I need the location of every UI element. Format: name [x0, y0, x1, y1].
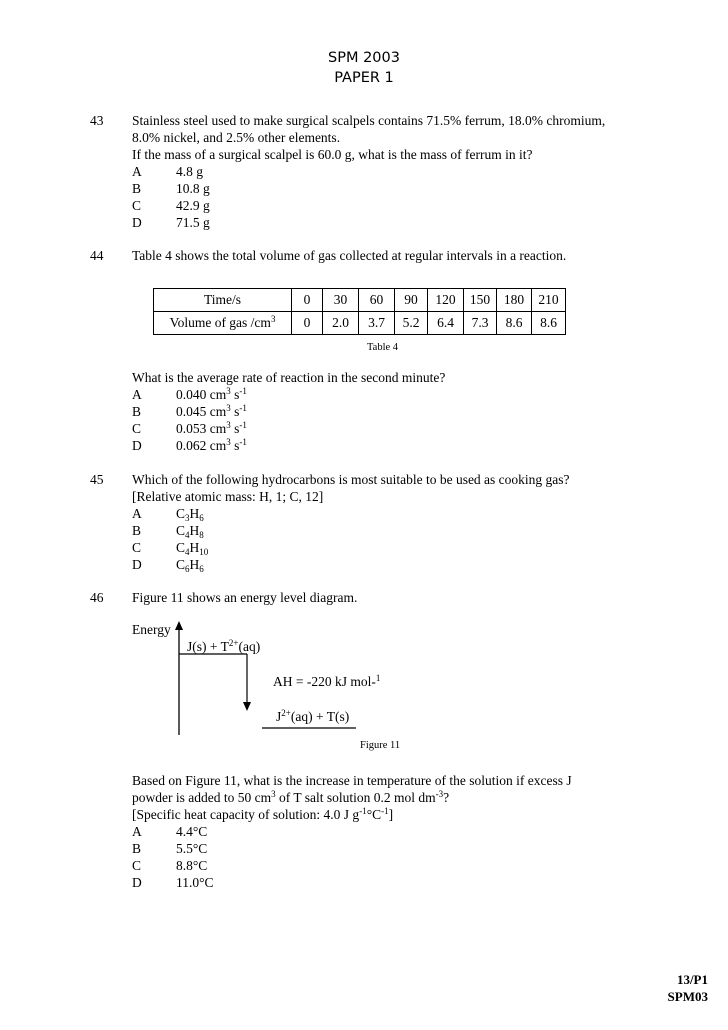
- q46-option-value: 8.8°C: [176, 858, 208, 873]
- table-cell: 8.6: [532, 312, 566, 335]
- question-number-44: 44: [90, 248, 104, 263]
- q44-option-value: 0.045 $cm^3$ $s^{-1}$: [176, 403, 247, 419]
- table-cell: 120: [428, 289, 464, 312]
- q43-option-value: 42.9 g: [176, 198, 210, 213]
- table-cell: 0: [292, 289, 323, 312]
- q45-option-letter: C: [132, 540, 142, 555]
- q45-option-formula: $C_4H_{10}$: [176, 540, 209, 557]
- table-cell: 60: [359, 289, 395, 312]
- table-cell: 210: [532, 289, 566, 312]
- table-cell: 5.2: [395, 312, 428, 335]
- q46-text-3: [Specific heat capacity of solution: 4.0 J $g^{-1}^\circ C^{-1}$]: [132, 806, 394, 822]
- q46-text-2: powder is added to 50 $cm^3$ of T salt solution 0.2 mol $dm^{-3}$?: [132, 789, 450, 805]
- q46-intro: Figure 11 shows an energy level diagram.: [132, 590, 358, 605]
- q43-line-3: If the mass of a surgical scalpel is 60.0 g, what is the mass of ferrum in it?: [132, 147, 533, 162]
- paper-code: SPM03: [667, 989, 708, 1004]
- table-cell: 7.3: [464, 312, 497, 335]
- q46-option-value: 5.5°C: [176, 841, 208, 856]
- q44-option-value: 0.040 $cm^3$ $s^{-1}$: [176, 386, 247, 402]
- data-table-4: [153, 288, 566, 335]
- reactants-label: $J(s) + T^{2+}(aq)$: [187, 638, 261, 654]
- products-label: $J^{2+}(aq) + T(s)$: [276, 708, 350, 724]
- table-cell: 150: [464, 289, 497, 312]
- q45-option-formula: $C_6H_6$: [176, 557, 204, 574]
- q43-line-2: 8.0% nickel, and 2.5% other elements.: [132, 130, 341, 145]
- q46-text-1: Based on Figure 11, what is the increase in temperature of the solution if excess J: [132, 773, 572, 788]
- q43-line-1: Stainless steel used to make surgical scalpels contains 71.5% ferrum, 18.0% chromium,: [132, 113, 606, 128]
- table-cell: 6.4: [428, 312, 464, 335]
- q46-option-letter: B: [132, 841, 142, 856]
- q43-option-letter: A: [132, 164, 142, 179]
- q46-option-letter: C: [132, 858, 142, 873]
- figure-caption: Figure 11: [360, 740, 401, 751]
- q45-line-1: Which of the following hydrocarbons is most suitable to be used as cooking gas?: [132, 472, 570, 487]
- q45-option-formula: $C_4H_8$: [176, 523, 204, 540]
- table-cell: 0: [292, 312, 323, 335]
- question-number-45: 45: [90, 472, 104, 487]
- q44-option-letter: D: [132, 438, 142, 453]
- q46-option-value: 4.4°C: [176, 824, 208, 839]
- page-code: 13/P1: [676, 972, 708, 987]
- q44-option-letter: A: [132, 387, 142, 402]
- delta-h-label: AH = -220 kJ mol-$^1$: [273, 673, 381, 689]
- q43-option-letter: B: [132, 181, 142, 196]
- energy-axis-label: Energy: [132, 622, 171, 637]
- q43-option-value: 4.8 g: [176, 164, 203, 179]
- q43-option-value: 71.5 g: [176, 215, 210, 230]
- header-subtitle: PAPER 1: [334, 70, 394, 86]
- q44-intro: Table 4 shows the total volume of gas collected at regular intervals in a reaction.: [132, 248, 567, 263]
- row-header-time: Time/s: [154, 289, 292, 312]
- question-number-46: 46: [90, 590, 104, 605]
- delta-h-arrowhead: [243, 702, 251, 711]
- volume-label-sup: 3: [270, 314, 276, 324]
- question-number-43: 43: [90, 113, 104, 128]
- table-row-volume: [154, 312, 566, 335]
- table-cell: 8.6: [497, 312, 532, 335]
- table-cell: 30: [323, 289, 359, 312]
- q46-option-letter: D: [132, 875, 142, 890]
- q45-option-letter: B: [132, 523, 142, 538]
- table-cell: 90: [395, 289, 428, 312]
- table-cell: 180: [497, 289, 532, 312]
- volume-label: Volume of gas /cm: [169, 315, 271, 330]
- q45-option-letter: A: [132, 506, 142, 521]
- q43-option-value: 10.8 g: [176, 181, 210, 196]
- table-cell: 2.0: [323, 312, 359, 335]
- q45-option-formula: $C_3H_6$: [176, 506, 204, 523]
- q46-option-value: 11.0°C: [176, 875, 214, 890]
- table-caption: Table 4: [367, 342, 399, 353]
- q43-option-letter: C: [132, 198, 142, 213]
- q43-option-letter: D: [132, 215, 142, 230]
- header-title: SPM 2003: [328, 50, 400, 66]
- q45-option-letter: D: [132, 557, 142, 572]
- q44-question: What is the average rate of reaction in the second minute?: [132, 370, 446, 385]
- q46-option-letter: A: [132, 824, 142, 839]
- q45-line-2: [Relative atomic mass: H, 1; C, 12]: [132, 489, 324, 504]
- energy-axis-arrowhead: [175, 621, 183, 630]
- table-row-time: [154, 289, 566, 312]
- row-header-volume: [154, 312, 292, 335]
- q44-option-letter: C: [132, 421, 142, 436]
- q44-option-value: 0.062 $cm^3$ $s^{-1}$: [176, 437, 247, 453]
- q44-option-value: 0.053 $cm^3$ $s^{-1}$: [176, 420, 247, 436]
- q44-option-letter: B: [132, 404, 142, 419]
- table-cell: 3.7: [359, 312, 395, 335]
